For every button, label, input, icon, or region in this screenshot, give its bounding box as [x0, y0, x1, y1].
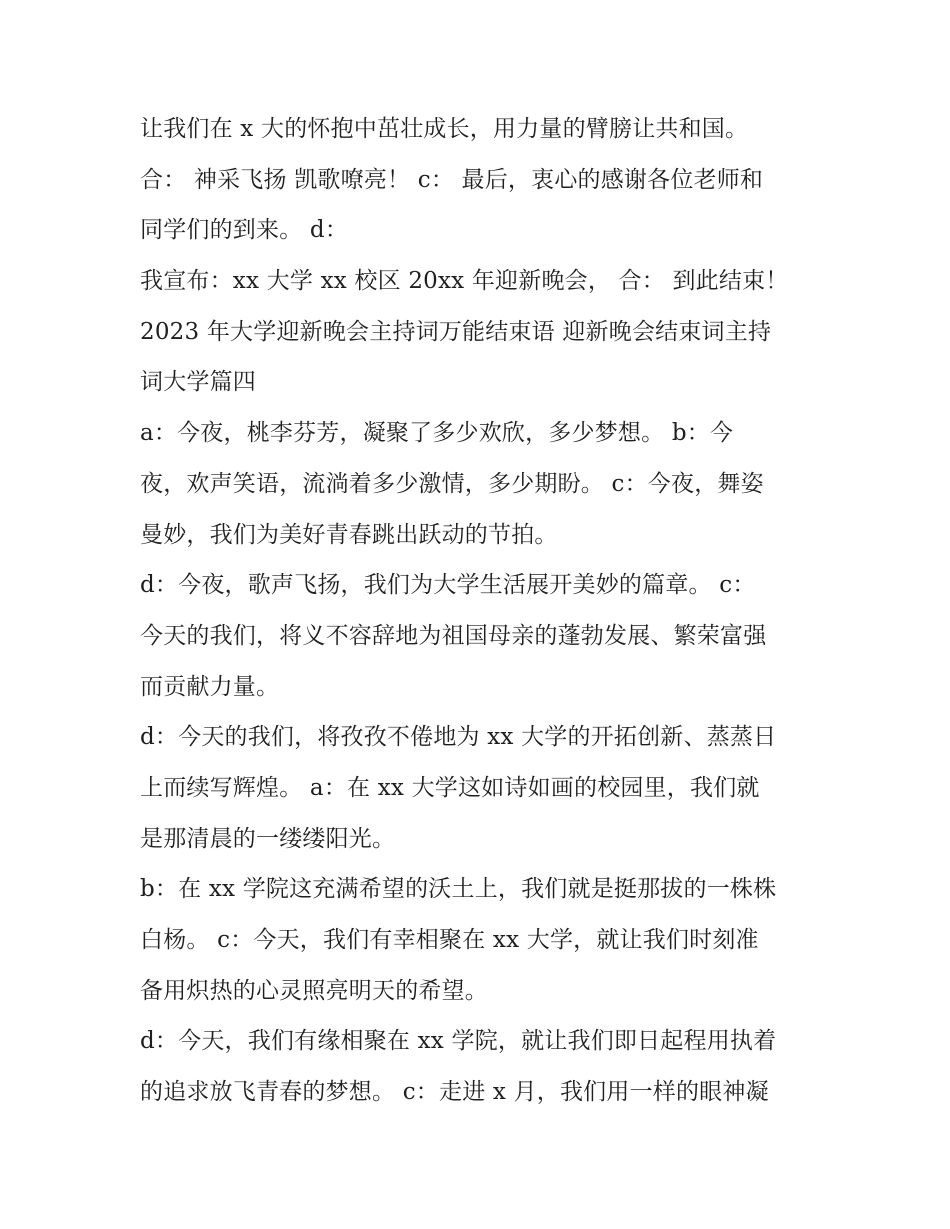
text-line: 白杨。 c：今天，我们有幸相聚在 xx 大学，就让我们时刻准 — [140, 927, 759, 953]
text-line: d：今天，我们有缘相聚在 xx 学院，就让我们即日起程用执着 — [140, 1028, 777, 1055]
text-line: 同学们的到来。 d： — [140, 217, 349, 244]
text-line: 合： 神采飞扬 凯歌嘹亮！ c： 最后，衷心的感谢各位老师和 — [140, 166, 764, 193]
text-line: 的追求放飞青春的梦想。 c：走进 x 月，我们用一样的眼神凝 — [140, 1079, 769, 1106]
text-line: 上而续写辉煌。 a：在 xx 大学这如诗如画的校园里，我们就 — [140, 774, 760, 801]
text-line: d：今天的我们，将孜孜不倦地为 xx 大学的开拓创新、蒸蒸日 — [140, 724, 777, 751]
text-line: 词大学篇四 — [140, 369, 256, 396]
document-body — [140, 104, 820, 1118]
text-line: b：在 xx 学院这充满希望的沃土上，我们就是挺那拔的一株株 — [140, 876, 777, 903]
text-line: 曼妙，我们为美好青春跳出跃动的节拍。 — [140, 521, 558, 548]
text-line: 夜，欢声笑语，流淌着多少激情，多少期盼。 c：今夜，舞姿 — [140, 470, 764, 497]
text-line: 我宣布：xx 大学 xx 校区 20xx 年迎新晚会， 合： 到此结束！ — [140, 268, 789, 295]
text-line: a：今夜，桃李芬芳，凝聚了多少欢欣，多少梦想。 b：今 — [140, 420, 734, 447]
text-line: 是那清晨的一缕缕阳光。 — [140, 825, 396, 852]
text-line: 2023 年大学迎新晚会主持词万能结束语 迎新晚会结束词主持 — [140, 318, 772, 345]
text-line: d：今夜，歌声飞扬，我们为大学生活展开美妙的篇章。 c： — [140, 572, 756, 599]
text-line: 备用炽热的心灵照亮明天的希望。 — [140, 977, 488, 1004]
text-line: 而贡献力量。 — [140, 673, 280, 700]
text-line: 让我们在 x 大的怀抱中茁壮成长，用力量的臂膀让共和国。 — [140, 116, 749, 142]
text-line: 今天的我们，将义不容辞地为祖国母亲的蓬勃发展、繁荣富强 — [140, 622, 767, 649]
